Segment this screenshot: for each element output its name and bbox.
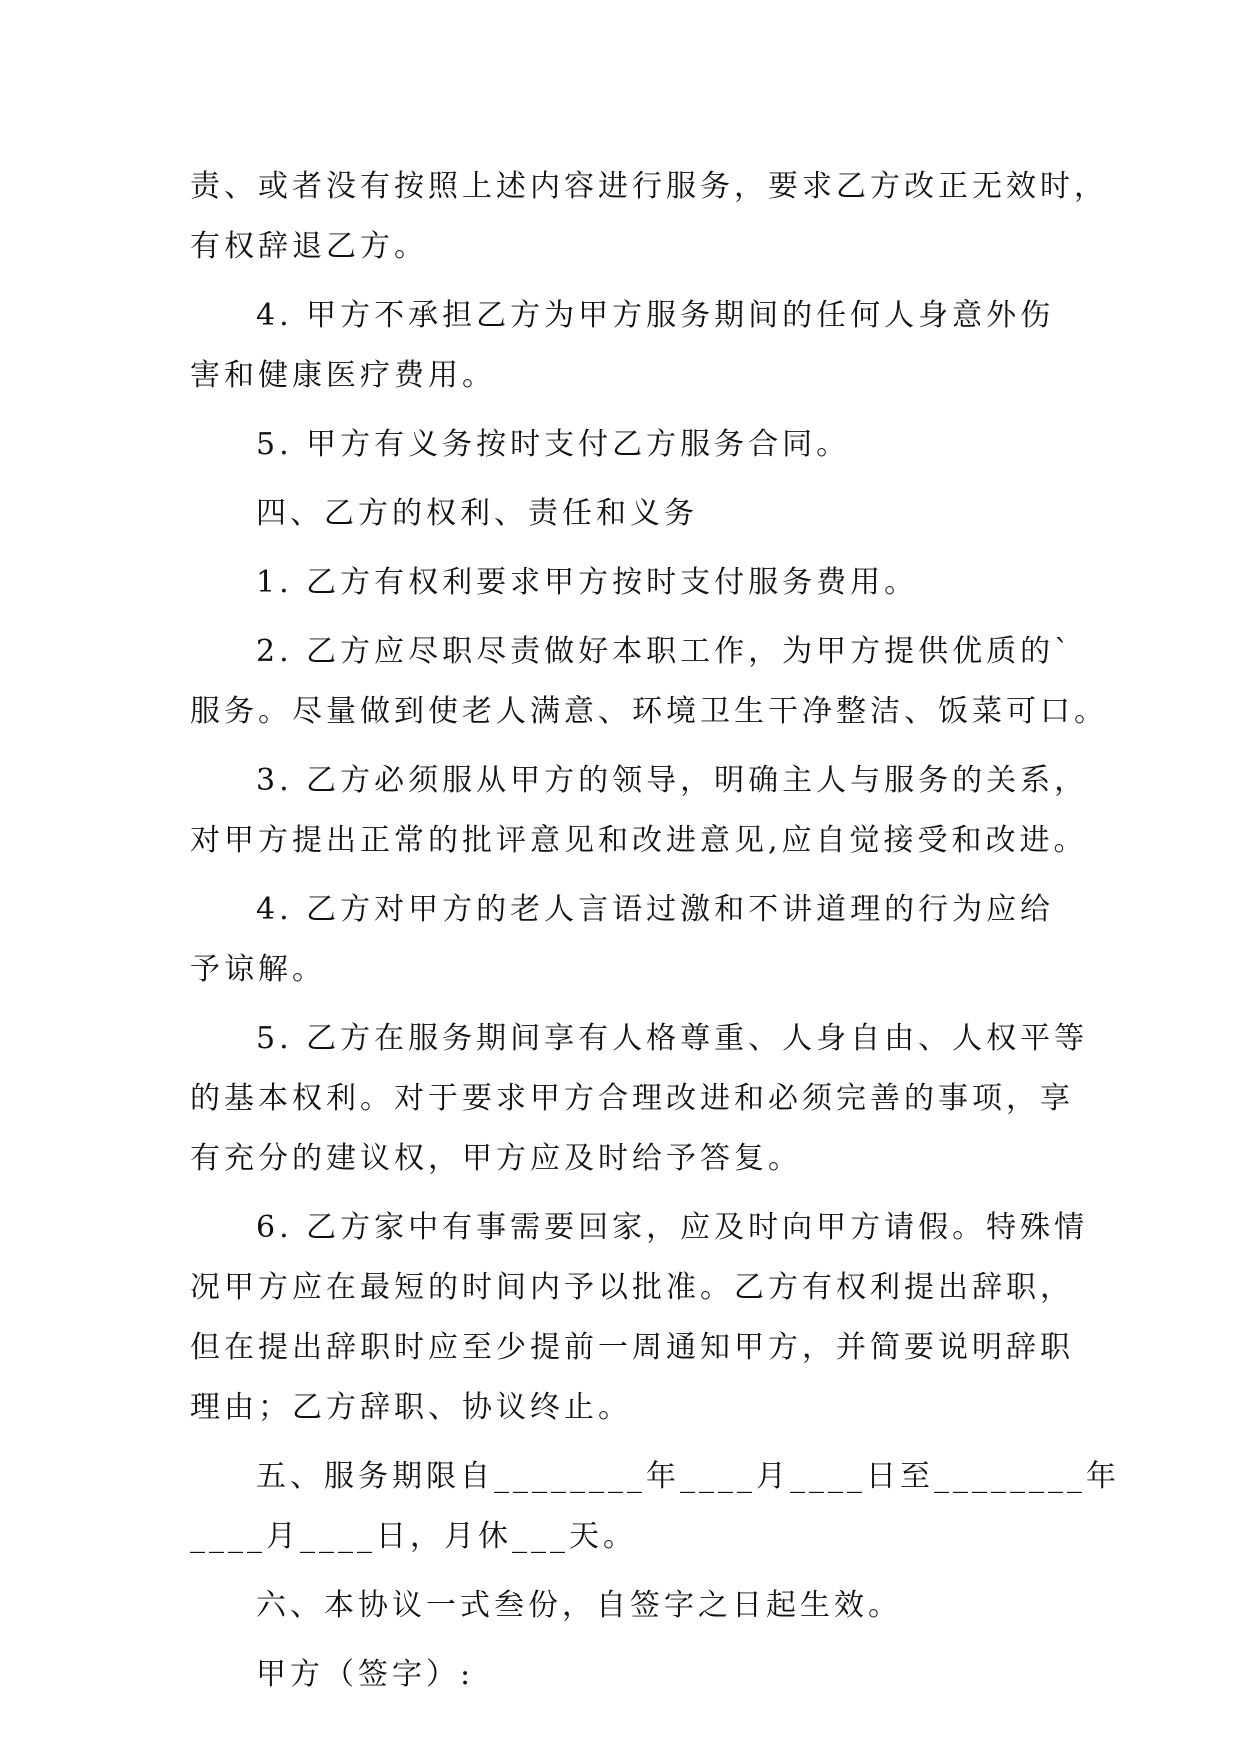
text-line: 有权辞退乙方。 [190,229,428,264]
text-line: 4. 甲方不承担乙方为甲方服务期间的任何人身意外伤 [256,298,1055,333]
text-line: 但在提出辞职时应至少提前一周通知甲方，并简要说明辞职 [190,1330,1074,1365]
paragraph-6 [190,622,1108,742]
text-line: 对甲方提出正常的批评意见和改进意见,应自觉接受和改进。 [190,823,1088,858]
section-heading-4 [190,484,1070,544]
text-line: 5. 甲方有义务按时支付乙方服务合同。 [256,427,851,462]
paragraph-1 [190,157,1108,277]
text-line: 的基本权利。对于要求甲方合理改进和必须完善的事项，享 [190,1081,1074,1116]
paragraph-2 [190,286,1070,406]
text-line: 害和健康医疗费用。 [190,358,496,393]
text-line: 有充分的建议权，甲方应及时给予答复。 [190,1141,802,1176]
text-line: 理由；乙方辞职、协议终止。 [190,1390,632,1425]
section-heading-term [190,1447,1120,1567]
text-line: 2. 乙方应尽职尽责做好本职工作，为甲方提供优质的` [256,634,1074,669]
paragraph-8 [190,880,1070,1000]
section-heading-copies [190,1576,1070,1636]
text-line: 5. 乙方在服务期间享有人格尊重、人身自由、人权平等 [256,1021,1089,1056]
document-page [190,157,1120,1714]
text-line: 1. 乙方有权利要求甲方按时支付服务费用。 [256,565,919,600]
text-line: 6. 乙方家中有事需要回家，应及时向甲方请假。特殊情 [256,1210,1089,1245]
text-line: 五、服务期限自________年____月____日至________年 [256,1459,1120,1494]
text-line: 况甲方应在最短的时间内予以批准。乙方有权利提出辞职， [190,1270,1074,1305]
paragraph-7 [190,751,1089,871]
paragraph-9 [190,1009,1089,1189]
text-line: 4. 乙方对甲方的老人言语过激和不讲道理的行为应给 [256,892,1055,927]
paragraph-5 [190,553,1070,613]
text-line: 四、乙方的权利、责任和义务 [256,496,698,531]
text-line: 六、本协议一式叁份，自签字之日起生效。 [256,1588,902,1623]
text-line: 甲方（签字）: [256,1657,475,1692]
signature-line [190,1645,1070,1705]
text-line: 予谅解。 [190,952,326,987]
text-line: 3. 乙方必须服从甲方的领导，明确主人与服务的关系， [256,763,1089,798]
text-line: 服务。尽量做到使老人满意、环境卫生干净整洁、饭菜可口。 [190,694,1108,729]
text-line: ____月____日，月休___天。 [190,1519,637,1554]
paragraph-10 [190,1198,1089,1438]
text-line: 责、或者没有按照上述内容进行服务，要求乙方改正无效时， [190,169,1108,204]
paragraph-3 [190,415,1070,475]
